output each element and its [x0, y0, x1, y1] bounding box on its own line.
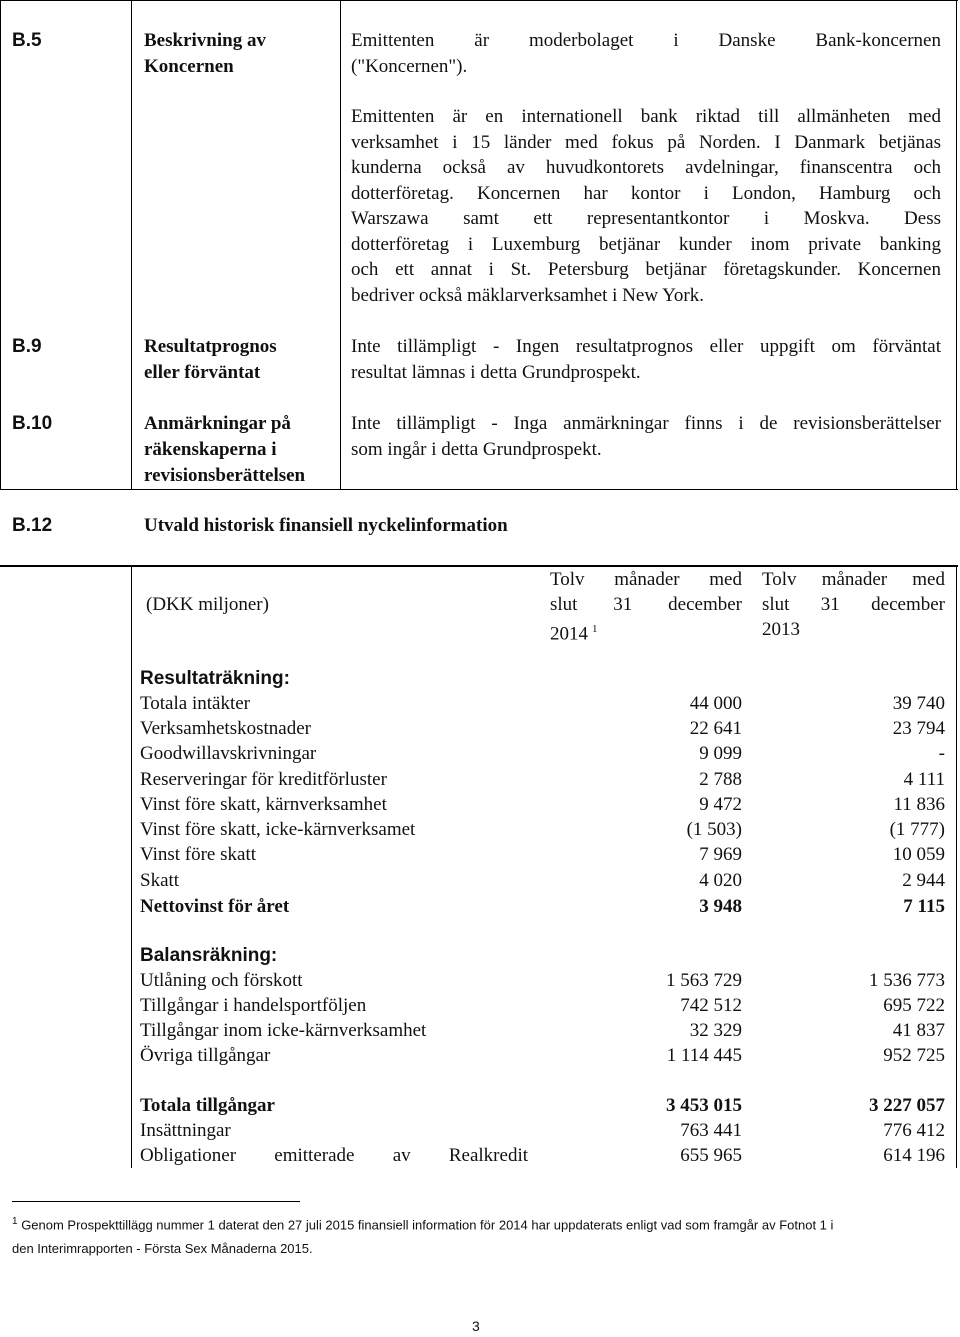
- col-divider-2: [340, 0, 341, 490]
- table-row: [140, 792, 945, 817]
- value-2013: 952 725: [883, 1045, 945, 1066]
- col-header-2013: [762, 567, 945, 642]
- title-line: Beskrivning av: [144, 30, 266, 51]
- section-title-b5: [144, 28, 266, 80]
- balance-heading: Balansräkning:: [140, 945, 278, 966]
- footnote-text: Genom Prospekttillägg nummer 1 daterat den 27 juli 2015 finansiell information för 2014 har uppdaterats enligt vad som framgår av Fotnot 1 i: [21, 1217, 834, 1233]
- text-line: bedriver också mäklarverksamhet i New York.: [351, 284, 704, 306]
- text-line: Warszawa samt ett representantkontor i Moskva. Dess: [351, 208, 941, 229]
- table-row: [140, 1118, 945, 1143]
- header-line: Tolv månader med: [762, 569, 945, 590]
- row-label: Vinst före skatt, icke-kärnverksamet: [140, 819, 416, 840]
- row-label: Skatt: [140, 870, 180, 891]
- section-text-b5: [351, 28, 941, 308]
- value-2014: 44 000: [689, 693, 742, 714]
- value-2014: 7 969: [699, 844, 742, 865]
- value-2014: 4 020: [699, 870, 742, 891]
- value-2014: 9 472: [699, 794, 742, 815]
- border-top: [0, 0, 958, 1]
- section-text-b10: [351, 411, 941, 462]
- table-left-border: [131, 565, 132, 1168]
- table-row-total: [140, 894, 945, 919]
- footnote: [12, 1210, 942, 1261]
- col-header-2014: [550, 567, 742, 646]
- word: av: [392, 1145, 411, 1166]
- section-title-b10: [144, 411, 305, 489]
- table-row: [140, 716, 945, 741]
- value-2014: (1 503): [686, 819, 742, 840]
- border-right: [956, 0, 957, 490]
- header-line: 2013: [762, 619, 800, 640]
- value-2013: 41 837: [892, 1020, 945, 1041]
- text-line: Inte tillämpligt - Inga anmärkningar finns i de revisionsberättelser: [351, 413, 941, 434]
- row-label: Vinst före skatt: [140, 844, 257, 865]
- section-code-b10: B.10: [12, 413, 53, 434]
- value-2013: 2 944: [902, 870, 945, 891]
- value-2014: 32 329: [689, 1020, 742, 1041]
- value-2014: 3 948: [699, 896, 742, 917]
- table-row: [140, 767, 945, 792]
- row-label: Totala intäkter: [140, 693, 250, 714]
- page-number: 3: [472, 1318, 480, 1334]
- border-left: [0, 0, 1, 490]
- table-row: [140, 868, 945, 893]
- row-label: Reserveringar för kreditförluster: [140, 769, 387, 790]
- col-divider-1: [131, 0, 132, 490]
- text-line: resultat lämnas i detta Grundprospekt.: [351, 361, 641, 383]
- row-label: Nettovinst för året: [140, 896, 290, 917]
- value-2014: 742 512: [680, 995, 742, 1016]
- footnote-line: den Interimrapporten - Första Sex Månaderna 2015.: [12, 1241, 313, 1257]
- word: Obligationer: [140, 1145, 237, 1166]
- row-label: Tillgångar i handelsportföljen: [140, 995, 367, 1016]
- word: Danske: [718, 30, 776, 51]
- value-2013: 776 412: [883, 1120, 945, 1141]
- title-line: Anmärkningar på: [144, 413, 291, 434]
- value-2014: 22 641: [689, 718, 742, 739]
- text-line: och ett annat i St. Petersburg betjänar företagskunder. Koncernen: [351, 259, 941, 280]
- title-line: Resultatprognos: [144, 336, 277, 357]
- value-2013: 11 836: [893, 794, 945, 815]
- value-2013: 614 196: [883, 1145, 945, 1166]
- table-row: [140, 1043, 945, 1068]
- value-2014: 1 114 445: [666, 1045, 742, 1066]
- text-line: dotterföretag i Luxemburg betjänar kunder inom private banking: [351, 233, 941, 255]
- row-label: [140, 1143, 528, 1168]
- value-2013: -: [938, 743, 945, 764]
- footnote-ref: 1: [592, 623, 598, 635]
- text-line: dotterföretag. Koncernen har kontor i London, Hamburg och: [351, 182, 941, 204]
- row-label: Goodwillavskrivningar: [140, 743, 317, 764]
- unit-label: (DKK miljoner): [146, 594, 269, 615]
- section-code-b9: B.9: [12, 336, 42, 357]
- word: moderbolaget: [528, 30, 634, 51]
- value-2013: 3 227 057: [869, 1095, 945, 1116]
- header-line: [550, 617, 742, 646]
- word: är: [474, 30, 490, 51]
- row-label: Utlåning och förskott: [140, 970, 303, 991]
- table-row: [140, 993, 945, 1018]
- word: Realkredit: [448, 1145, 528, 1166]
- section-title-b12: Utvald historisk finansiell nyckelinformation: [144, 515, 508, 536]
- text-line: verksamhet i 15 länder med fokus på Norden. I Danmark betjänas: [351, 131, 941, 153]
- word: i: [673, 30, 679, 51]
- value-2013: 1 536 773: [869, 970, 945, 991]
- footnote-separator: [12, 1201, 300, 1202]
- text-line: ("Koncernen").: [351, 55, 468, 77]
- table-row: [140, 691, 945, 716]
- title-line: räkenskaperna i: [144, 439, 277, 460]
- paragraph: [351, 104, 941, 308]
- table-row-total: [140, 1093, 945, 1118]
- table-row: [140, 1143, 945, 1168]
- value-2013: 39 740: [892, 693, 945, 714]
- spread-line: [351, 28, 941, 54]
- table-row: [140, 842, 945, 867]
- value-2014: 763 441: [680, 1120, 742, 1141]
- section-title-b9: [144, 334, 277, 386]
- table-right-border: [956, 565, 957, 1168]
- header-line: slut 31 december: [550, 594, 742, 615]
- title-line: eller förväntat: [144, 362, 261, 383]
- value-2014: 9 099: [699, 743, 742, 764]
- row-label: Övriga tillgångar: [140, 1045, 271, 1066]
- year: 2014: [550, 623, 588, 645]
- value-2013: 7 115: [903, 896, 945, 917]
- row-label: Verksamhetskostnader: [140, 718, 311, 739]
- table-row: [140, 968, 945, 993]
- header-line: slut 31 december: [762, 594, 945, 615]
- row-label: Tillgångar inom icke-kärnverksamhet: [140, 1020, 427, 1041]
- value-2013: 10 059: [892, 844, 945, 865]
- row-label: Totala tillgångar: [140, 1095, 275, 1116]
- section-text-b9: [351, 334, 941, 385]
- value-2013: 23 794: [892, 718, 945, 739]
- table-row: [140, 741, 945, 766]
- value-2013: (1 777): [889, 819, 945, 840]
- table-row: [140, 817, 945, 842]
- row-label: Vinst före skatt, kärnverksamhet: [140, 794, 387, 815]
- section-code-b5: B.5: [12, 30, 42, 51]
- title-line: Koncernen: [144, 56, 234, 77]
- income-heading: Resultaträkning:: [140, 668, 290, 689]
- value-2013: 4 111: [903, 769, 945, 790]
- footnote-marker: 1: [12, 1216, 18, 1227]
- row-divider: [0, 489, 958, 490]
- word: Bank-koncernen: [815, 30, 941, 51]
- word: emitterade: [274, 1145, 355, 1166]
- text-line: kunderna också av huvudkontorets avdelningar, finanscentra och: [351, 157, 941, 178]
- text-line: som ingår i detta Grundprospekt.: [351, 438, 602, 460]
- text-line: Inte tillämpligt - Ingen resultatprognos eller uppgift om förväntat: [351, 336, 941, 357]
- value-2014: 655 965: [680, 1145, 742, 1166]
- value-2014: 1 563 729: [666, 970, 742, 991]
- word: Emittenten: [351, 30, 435, 51]
- header-line: Tolv månader med: [550, 569, 742, 590]
- row-label: Insättningar: [140, 1120, 231, 1141]
- text-line: Emittenten är en internationell bank riktad till allmänheten med: [351, 106, 941, 127]
- value-2013: 695 722: [883, 995, 945, 1016]
- table-row: [140, 1018, 945, 1043]
- title-line: revisionsberättelsen: [144, 465, 306, 486]
- footnote-line: [12, 1210, 942, 1237]
- value-2014: 3 453 015: [666, 1095, 742, 1116]
- value-2014: 2 788: [699, 769, 742, 790]
- section-code-b12: B.12: [12, 515, 53, 536]
